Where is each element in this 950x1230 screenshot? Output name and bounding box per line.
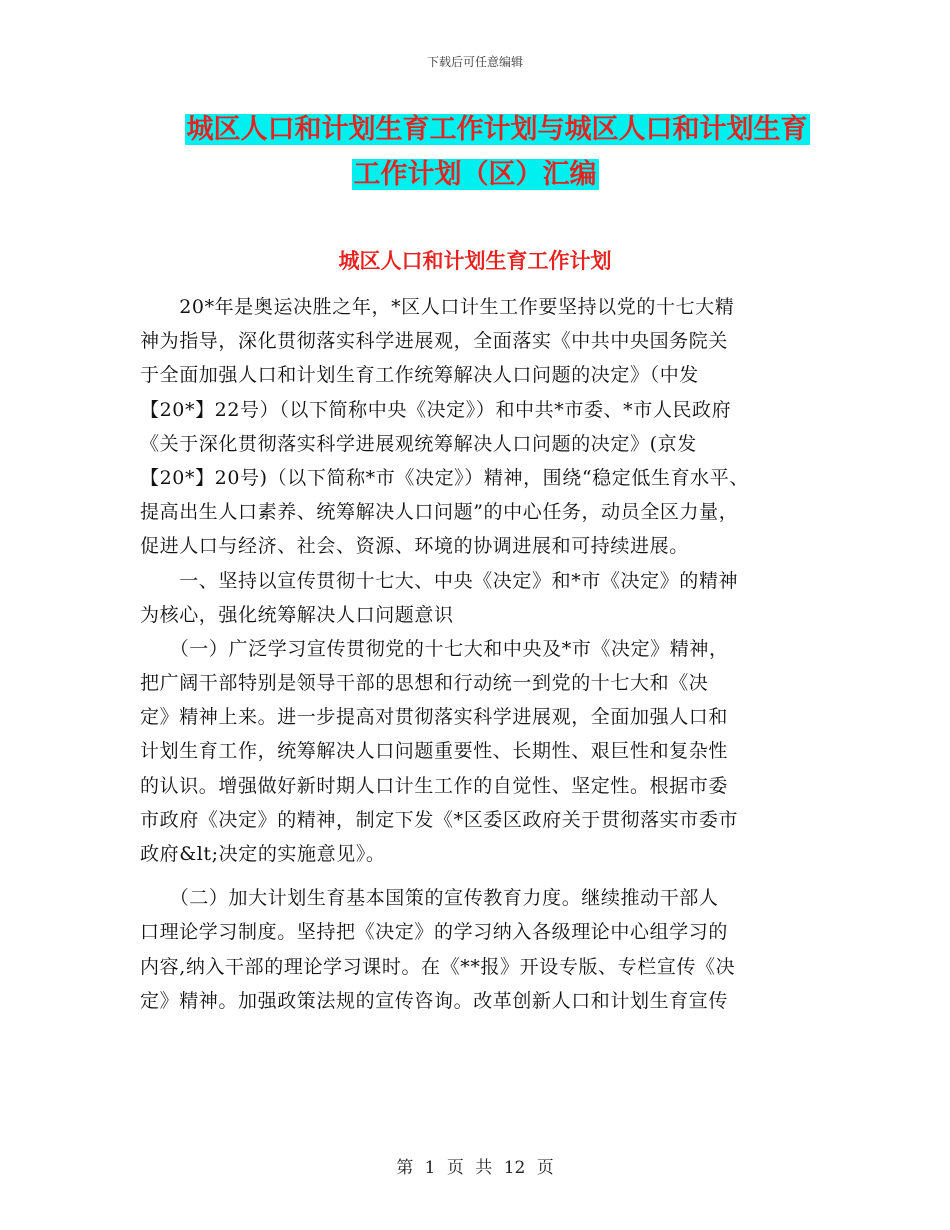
text-line: 定》精神。加强政策法规的宣传咨询。改革创新人口和计划生育宣传: [140, 989, 729, 1012]
text-line: 为核心，强化统筹解决人口问题意识: [140, 603, 454, 626]
text-line: 神为指导，深化贯彻落实科学进展观，全面落实《中共中央国务院关: [140, 330, 729, 353]
text-line: 口理论学习制度。坚持把《决定》的学习纳入各级理论中心组学习的: [140, 921, 729, 944]
text-line: 20*年是奥运决胜之年，*区人口计生工作要坚持以党的十七大精: [140, 296, 735, 318]
header-note: 下载后可任意编辑: [426, 55, 523, 69]
text-line: 提高出生人口素养、统筹解决人口问题”的中心任务，动员全区力量，: [140, 501, 739, 524]
paragraph-gap: [140, 871, 820, 881]
text-line: 定》精神上来。进一步提高对贯彻落实科学进展观，全面加强人口和: [140, 706, 729, 729]
text-line: 计划生育工作，统筹解决人口问题重要性、长期性、艰巨性和复杂性: [140, 740, 729, 763]
text-line: 内容,纳入干部的理论学习课时。在《**报》开设专版、专栏宣传《决: [140, 955, 736, 978]
text-line: 的认识。增强做好新时期人口计生工作的自觉性、坚定性。根据市委: [140, 774, 729, 797]
text-line: 促进人口与经济、社会、资源、环境的协调进展和可持续进展。: [140, 535, 689, 558]
text-line: （二）加大计划生育基本国策的宣传教育力度。继续推动干部人: [140, 887, 719, 910]
text-line: 政府&lt;决定的实施意见》。: [140, 843, 386, 865]
title-highlight-2: 工作计划（区）汇编: [353, 159, 597, 190]
section-title: 城区人口和计划生育工作计划: [338, 249, 612, 273]
document-title-line-1: [22, 110, 950, 150]
text-line: 把广阔干部特别是领导干部的思想和行动统一到党的十七大和《决: [140, 672, 709, 695]
text-line: 于全面加强人口和计划生育工作统筹解决人口问题的决定》（中发: [140, 364, 699, 387]
text-line: 一、坚持以宣传贯彻十七大、中央《决定》和*市《决定》的精神: [140, 569, 739, 592]
text-line: 《关于深化贯彻落实科学进展观统筹解决人口问题的决定》(京发: [140, 432, 697, 455]
document-title-line-2: [0, 155, 950, 195]
page-footer: 第 1 页 共 12 页: [396, 1158, 554, 1178]
text-line: 【20*】22号）（以下简称中央《决定》）和中共*市委、*市人民政府: [140, 398, 732, 421]
text-line: 【20*】20号)（以下简称*市《决定》）精神，围绕“稳定低生育水平、: [140, 466, 749, 489]
title-highlight-1: 城区人口和计划生育工作计划与城区人口和计划生育: [186, 114, 808, 145]
text-line: （一）广泛学习宣传贯彻党的十七大和中央及*市《决定》精神，: [140, 637, 729, 660]
text-line: 市政府《决定》的精神，制定下发《*区委区政府关于贯彻落实市委市: [140, 808, 739, 831]
body-text: [140, 290, 820, 1018]
